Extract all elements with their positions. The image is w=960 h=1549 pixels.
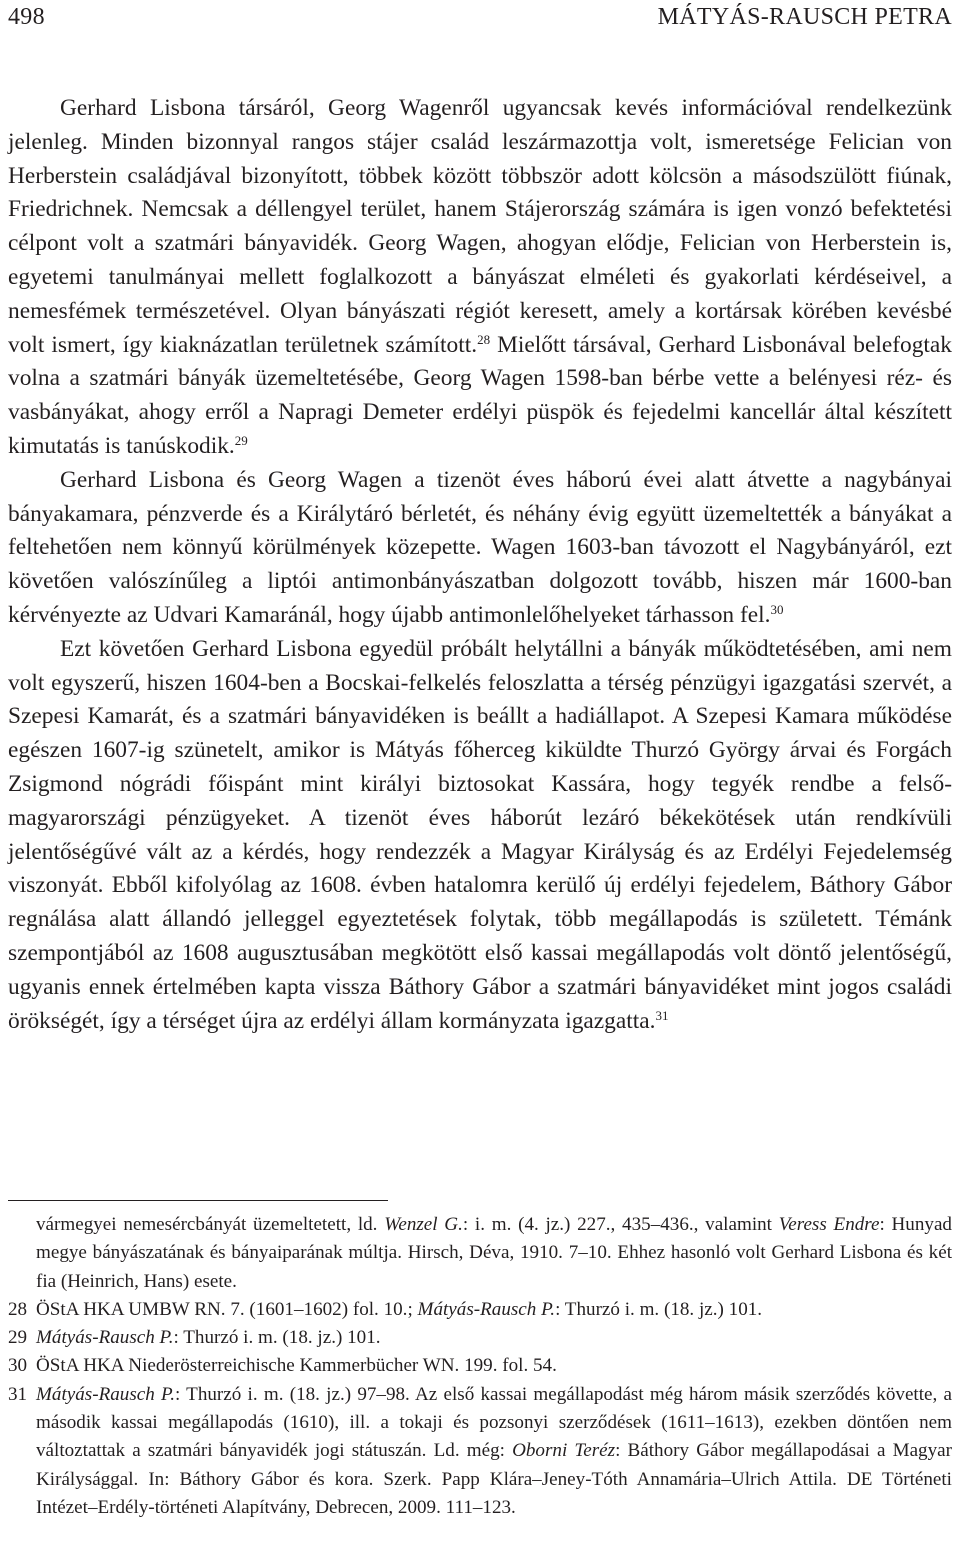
footnote-text — [36, 1214, 952, 1292]
footnote-number: 30 — [8, 1355, 28, 1377]
footnote-segment: ÖStA HKA Niederösterreichische Kammerbücher WN. 199. fol. 54. — [36, 1355, 557, 1377]
body-paragraph — [8, 464, 952, 633]
cited-author: Mátyás-Rausch P. — [417, 1298, 556, 1320]
footnote-number: 29 — [8, 1327, 28, 1349]
footnote-reference[interactable]: 28 — [477, 331, 491, 347]
footnote-number: 31 — [8, 1383, 28, 1405]
footnote-text — [36, 1355, 557, 1376]
footnote-item — [8, 1296, 952, 1324]
footnotes — [8, 1211, 952, 1522]
paragraph-text: Mielőtt társával, Gerhard Lisbonával belefogtak volna a szatmári bányák üzemeltetésébe, Georg Wagen 1598-ban bérbe vette a belényesi réz- és vasbányákat, ahogy erről a Napragi Demeter erdélyi püspök és fejedelmi kancellár által készített kimutatás is tanúskodik. — [8, 331, 952, 459]
footnote-segment: : Thurzó i. m. (18. jz.) 97–98. Az első kassai megállapodást még három másik szerződés követte, a második kassai megállapodás (1610), ill. a tokaji és pozsonyi szerződések (1611–1613), ezekben döntően nem változtattak a szatmári bányavidék jogi státuszán. Ld. még: — [36, 1383, 952, 1462]
cited-author: Veress Endre — [778, 1214, 880, 1235]
footnote-separator — [8, 1200, 388, 1201]
running-head — [8, 4, 952, 34]
footnote-segment: : i. m. (4. jz.) 227., 435–436., valamint — [462, 1214, 779, 1235]
footnote-segment: vármegyei nemesércbányát üzemeltetett, ld. — [36, 1214, 385, 1235]
footnote-item — [8, 1352, 952, 1380]
footnote-number: 28 — [8, 1298, 28, 1320]
body-text — [8, 92, 952, 1038]
footnote-item — [8, 1324, 952, 1352]
page-number: 498 — [8, 4, 45, 30]
footnote-segment: : Hunyad megye bányászatának és bányaiparának múltja. Hirsch, Déva, 1910. 7–10. Ehhez hasonló volt Gerhard Lisbona és két fia (Heinrich, Hans) esete. — [36, 1214, 952, 1292]
footnote-text — [36, 1384, 952, 1518]
cited-author: Mátyás-Rausch P. — [36, 1327, 174, 1349]
footnote-reference[interactable]: 30 — [770, 601, 784, 617]
cited-author: Wenzel G. — [384, 1214, 463, 1235]
body-paragraph — [8, 92, 952, 464]
footnote-segment: : Báthory Gábor megállapodásai a Magyar Királysággal. In: Báthory Gábor és kora. Szerk. Papp Klára–Jeney-Tóth Annamária–Ulrich Attila. DE Történeti Intézet–Erdély-történeti Alapítvány, Debrecen, 2009. 111–123. — [36, 1440, 952, 1518]
footnote-segment: : Thurzó i. m. (18. jz.) 101. — [555, 1298, 763, 1320]
paragraph-text: Gerhard Lisbona társáról, Georg Wagenről ugyancsak kevés információval rendelkezünk jelenleg. Minden bizonnyal rangos stájer család leszármazottja volt, ismeretsége Felician von Herberstein családjával bizonyított, többek között többször adott kölcsön a másodszülött fiúnak, Friedrichnek. Nemcsak a déllengyel terület, hanem Stájerország számára is igen vonzó befektetési célpont volt a szatmári bányavidék. Georg Wagen, ahogyan elődje, Felician von Herberstein is, egyetemi tanulmányai mellett foglalkozott a bányászat elméleti és gyakorlati kérdéseivel, a nemesfémek természetével. Olyan bányászati régiót keresett, amely a kortársak körében kevésbé volt ismert, így kiaknázatlan területnek számított. — [8, 95, 952, 358]
footnote-item — [8, 1381, 952, 1522]
footnote-segment: : Thurzó i. m. (18. jz.) 101. — [173, 1327, 381, 1349]
footnote-reference[interactable]: 29 — [234, 432, 248, 448]
footnote-text — [36, 1299, 762, 1320]
paragraph-text: Gerhard Lisbona és Georg Wagen a tizenöt éves háború évei alatt átvette a nagybányai bányakamara, pénzverde és a Királytáró bérletét, és néhány évig együtt üzemeltették a bányákat a feltehetően nem könnyű körülmények közepette. Wagen 1603-ban távozott el Nagybányáról, ezt követően valószínűleg a liptói antimonbányászatban dolgozott tovább, hiszen már 1600-ban kérvényezte az Udvari Kamaránál, hogy újabb antimonlelőhelyeket tárhasson fel. — [8, 466, 952, 628]
footnote-continuation — [8, 1211, 952, 1296]
cited-author: Mátyás-Rausch P. — [36, 1383, 175, 1405]
footnote-text — [36, 1327, 381, 1348]
body-paragraph — [8, 633, 952, 1039]
running-title: MÁTYÁS-RAUSCH PETRA — [657, 4, 952, 30]
footnote-segment: ÖStA HKA UMBW RN. 7. (1601–1602) fol. 10.; — [36, 1298, 418, 1320]
footnote-reference[interactable]: 31 — [655, 1007, 669, 1023]
cited-author: Oborni Teréz — [512, 1440, 616, 1462]
paragraph-text: Ezt követően Gerhard Lisbona egyedül próbált helytállni a bányák működtetésében, ami nem volt egyszerű, hiszen 1604-ben a Bocskai-felkelés feloszlatta a térség pénzügyi igazgatási szervét, a Szepesi Kamarát, és a szatmári bányavidéken is beállt a hadiállapot. A Szepesi Kamara működése egészen 1607-ig szünetelt, amikor is Mátyás főherceg kiküldte Thurzó György árvai és Forgách Zsigmond nógrádi főispánt mint királyi biztosokat Kassára, hogy tegyék rendbe a felső-magyarországi pénzügyeket. A tizenöt éves háborút lezáró békekötések után rendkívüli jelentőségűvé vált az a kérdés, hogy rendezzék a Magyar Királyság és az Erdélyi Fejedelemség viszonyát. Ebből kifolyólag az 1608. évben hatalomra kerülő új erdélyi fejedelem, Báthory Gábor regnálása alatt állandó jelleggel egyeztetések folytak, több megállapodás is született. Témánk szempontjából az 1608 augusztusában megkötött első kassai megállapodás volt döntő jelentőségű, ugyanis ennek értelmében kapta vissza Báthory Gábor a szatmári bányavidéket mint jogos családi örökségét, így a térséget újra az erdélyi állam kormányzata igazgatta. — [8, 635, 952, 1034]
